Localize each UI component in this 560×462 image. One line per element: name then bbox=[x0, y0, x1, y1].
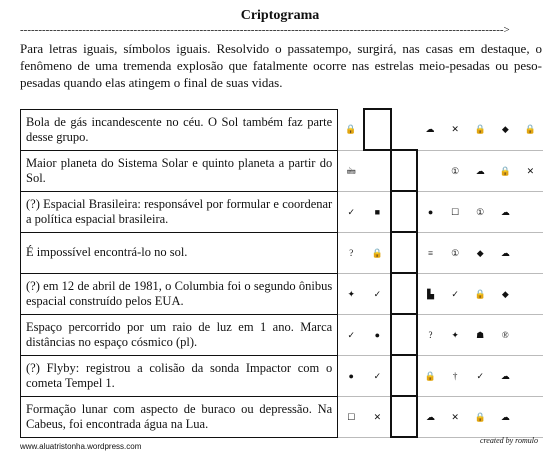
clue-text: Maior planeta do Sistema Solar e quinto planeta a partir do Sol. bbox=[21, 150, 338, 191]
cipher-symbol-icon: 🖮 bbox=[346, 165, 356, 176]
cipher-symbol-icon: 🔒 bbox=[474, 124, 486, 135]
cipher-symbol-icon: † bbox=[452, 370, 458, 381]
highlighted-cell[interactable] bbox=[391, 232, 417, 273]
symbol-cell[interactable] bbox=[338, 396, 365, 437]
cipher-symbol-icon: ☁ bbox=[426, 411, 436, 422]
symbol-cell[interactable] bbox=[443, 109, 468, 150]
symbol-cell[interactable] bbox=[493, 396, 518, 437]
symbol-cell[interactable] bbox=[468, 191, 493, 232]
cipher-symbol-icon: ● bbox=[427, 206, 434, 217]
cipher-symbol-icon: ✕ bbox=[451, 124, 459, 135]
symbol-cell[interactable] bbox=[364, 355, 391, 396]
cipher-symbol-icon: ☁ bbox=[425, 124, 435, 135]
symbol-cell[interactable] bbox=[518, 355, 543, 396]
cipher-symbol-icon: ☐ bbox=[347, 411, 356, 422]
symbol-cell[interactable] bbox=[493, 191, 518, 232]
cipher-symbol-icon: ≡ bbox=[427, 247, 434, 258]
cipher-symbol-icon: ✕ bbox=[526, 165, 535, 176]
cipher-symbol-icon: ■ bbox=[374, 206, 381, 217]
symbol-cell[interactable] bbox=[468, 396, 493, 437]
symbol-cell[interactable] bbox=[518, 191, 543, 232]
symbol-cell[interactable] bbox=[468, 109, 493, 150]
symbol-cell[interactable] bbox=[417, 314, 442, 355]
highlighted-cell[interactable] bbox=[391, 273, 417, 314]
symbol-cell[interactable] bbox=[518, 109, 543, 150]
cipher-symbol-icon: ✓ bbox=[373, 370, 382, 381]
cipher-symbol-icon: ☁ bbox=[475, 165, 485, 176]
symbol-cell[interactable] bbox=[518, 396, 543, 437]
symbol-cell[interactable] bbox=[338, 150, 365, 191]
clue-text: (?) em 12 de abril de 1981, o Columbia foi o segundo ônibus espacial construído pelos EUA. bbox=[21, 273, 338, 314]
cipher-symbol-icon: 🔒 bbox=[371, 247, 383, 258]
symbol-cell[interactable] bbox=[338, 314, 365, 355]
symbol-cell[interactable] bbox=[338, 191, 365, 232]
cryptogram-row bbox=[21, 150, 544, 191]
symbol-cell[interactable] bbox=[518, 314, 543, 355]
cipher-symbol-icon: ☁ bbox=[500, 247, 510, 258]
symbol-cell[interactable] bbox=[518, 232, 543, 273]
cipher-symbol-icon: 🔒 bbox=[499, 165, 511, 176]
symbol-cell[interactable] bbox=[338, 355, 365, 396]
cipher-symbol-icon: ✕ bbox=[373, 411, 382, 422]
cipher-symbol-icon: ◆ bbox=[501, 124, 509, 135]
cipher-symbol-icon: ① bbox=[451, 165, 460, 176]
symbol-cell[interactable] bbox=[364, 314, 391, 355]
clue-text: (?) Flyby: registrou a colisão da sonda Impactor com o cometa Tempel 1. bbox=[21, 355, 338, 396]
symbol-cell[interactable] bbox=[364, 232, 391, 273]
cipher-symbol-icon: ? bbox=[428, 329, 433, 340]
cipher-symbol-icon: ☁ bbox=[500, 411, 510, 422]
symbol-cell[interactable] bbox=[338, 109, 365, 150]
cryptogram-row bbox=[21, 273, 544, 314]
symbol-cell[interactable] bbox=[493, 314, 518, 355]
cipher-symbol-icon: ① bbox=[476, 206, 485, 217]
cipher-symbol-icon: ✦ bbox=[451, 329, 459, 340]
symbol-cell[interactable] bbox=[493, 273, 518, 314]
symbol-cell[interactable] bbox=[493, 109, 518, 150]
cipher-symbol-icon: ◆ bbox=[476, 247, 484, 258]
symbol-cell[interactable] bbox=[364, 150, 391, 191]
cipher-symbol-icon: ® bbox=[501, 329, 509, 340]
highlighted-cell[interactable] bbox=[391, 314, 417, 355]
cryptogram-row bbox=[21, 232, 544, 273]
symbol-cell[interactable] bbox=[417, 396, 442, 437]
symbol-cell[interactable] bbox=[364, 191, 391, 232]
cipher-symbol-icon: ☁ bbox=[500, 370, 510, 381]
symbol-cell[interactable] bbox=[468, 355, 493, 396]
cipher-symbol-icon: ☗ bbox=[476, 329, 485, 340]
clue-text: Formação lunar com aspecto de buraco ou depressão. Na Cabeus, foi encontrada água na Lua. bbox=[21, 396, 338, 437]
highlighted-cell[interactable] bbox=[391, 355, 417, 396]
cipher-symbol-icon: ☐ bbox=[451, 206, 460, 217]
symbol-cell[interactable] bbox=[417, 150, 442, 191]
cipher-symbol-icon: ✓ bbox=[347, 329, 356, 340]
symbol-cell[interactable] bbox=[468, 232, 493, 273]
symbol-cell[interactable] bbox=[468, 150, 493, 191]
dash-divider: ------------------------------------------------------------------------------------------------------------------------------------> bbox=[20, 24, 510, 36]
highlighted-cell[interactable] bbox=[391, 191, 417, 232]
symbol-cell[interactable] bbox=[417, 355, 442, 396]
cryptogram-row bbox=[21, 314, 544, 355]
symbol-cell[interactable] bbox=[417, 191, 442, 232]
cipher-symbol-icon: 🔒 bbox=[424, 370, 437, 381]
symbol-cell[interactable] bbox=[443, 232, 468, 273]
cipher-symbol-icon: ✕ bbox=[451, 411, 459, 422]
symbol-cell[interactable] bbox=[391, 109, 417, 150]
symbol-cell[interactable] bbox=[364, 396, 391, 437]
cipher-symbol-icon: ✓ bbox=[476, 370, 484, 381]
footer-credit: created by romulo bbox=[479, 436, 538, 445]
cipher-symbol-icon: ◆ bbox=[501, 288, 509, 299]
symbol-cell[interactable] bbox=[468, 314, 493, 355]
symbol-cell[interactable] bbox=[417, 232, 442, 273]
symbol-cell[interactable] bbox=[338, 232, 365, 273]
symbol-cell[interactable] bbox=[468, 273, 493, 314]
clue-text: (?) Espacial Brasileira: responsável por formular e coordenar a política espacial brasileira. bbox=[21, 191, 338, 232]
cryptogram-row bbox=[21, 355, 544, 396]
symbol-cell[interactable] bbox=[518, 150, 543, 191]
cipher-symbol-icon: ✓ bbox=[373, 288, 382, 299]
cryptogram-grid bbox=[20, 108, 543, 438]
footer-website: www.aluatristonha.wordpress.com bbox=[20, 442, 142, 451]
highlighted-cell[interactable] bbox=[391, 150, 417, 191]
highlighted-cell[interactable] bbox=[364, 109, 391, 150]
symbol-cell[interactable] bbox=[518, 273, 543, 314]
instructions-text: Para letras iguais, símbolos iguais. Resolvido o passatempo, surgirá, nas casas em destaque, o fenômeno de uma tremenda explosão que fatalmente ocorre nas estrelas meio-pesadas ou peso-pesadas quando elas atingem o final de suas vidas. bbox=[20, 41, 542, 90]
cipher-symbol-icon: ● bbox=[348, 370, 354, 381]
cipher-symbol-icon: ☁ bbox=[500, 206, 510, 217]
cryptogram-row bbox=[21, 191, 544, 232]
cryptogram-row bbox=[21, 396, 544, 437]
symbol-cell[interactable] bbox=[443, 396, 468, 437]
cipher-symbol-icon: 🔒 bbox=[474, 411, 486, 422]
cipher-symbol-icon: 🔒 bbox=[345, 124, 357, 135]
symbol-cell[interactable] bbox=[493, 150, 518, 191]
symbol-cell[interactable] bbox=[443, 355, 468, 396]
symbol-cell[interactable] bbox=[417, 273, 442, 314]
symbol-cell[interactable] bbox=[443, 273, 468, 314]
cipher-symbol-icon: ▙ bbox=[427, 288, 434, 299]
symbol-cell[interactable] bbox=[417, 109, 442, 150]
clue-text: Bola de gás incandescente no céu. O Sol também faz parte desse grupo. bbox=[21, 109, 338, 150]
symbol-cell[interactable] bbox=[338, 273, 365, 314]
cipher-symbol-icon: ✦ bbox=[347, 288, 356, 299]
cipher-symbol-icon: ? bbox=[349, 247, 354, 258]
symbol-cell[interactable] bbox=[443, 191, 468, 232]
symbol-cell[interactable] bbox=[493, 232, 518, 273]
highlighted-cell[interactable] bbox=[391, 396, 417, 437]
symbol-cell[interactable] bbox=[443, 150, 468, 191]
cipher-symbol-icon: ✓ bbox=[347, 206, 356, 217]
symbol-cell[interactable] bbox=[443, 314, 468, 355]
cipher-symbol-icon: ✓ bbox=[451, 288, 459, 299]
cipher-symbol-icon: 🔒 bbox=[474, 288, 486, 299]
cipher-symbol-icon: ● bbox=[374, 329, 381, 340]
clue-text: É impossível encontrá-lo no sol. bbox=[21, 232, 338, 273]
page-title: Criptograma bbox=[240, 8, 320, 23]
symbol-cell[interactable] bbox=[493, 355, 518, 396]
symbol-cell[interactable] bbox=[364, 273, 391, 314]
cryptogram-row bbox=[21, 109, 544, 150]
cipher-symbol-icon: 🔒 bbox=[524, 124, 537, 135]
cipher-symbol-icon: ① bbox=[451, 247, 460, 258]
clue-text: Espaço percorrido por um raio de luz em 1 ano. Marca distâncias no espaço cósmico (pl). bbox=[21, 314, 338, 355]
